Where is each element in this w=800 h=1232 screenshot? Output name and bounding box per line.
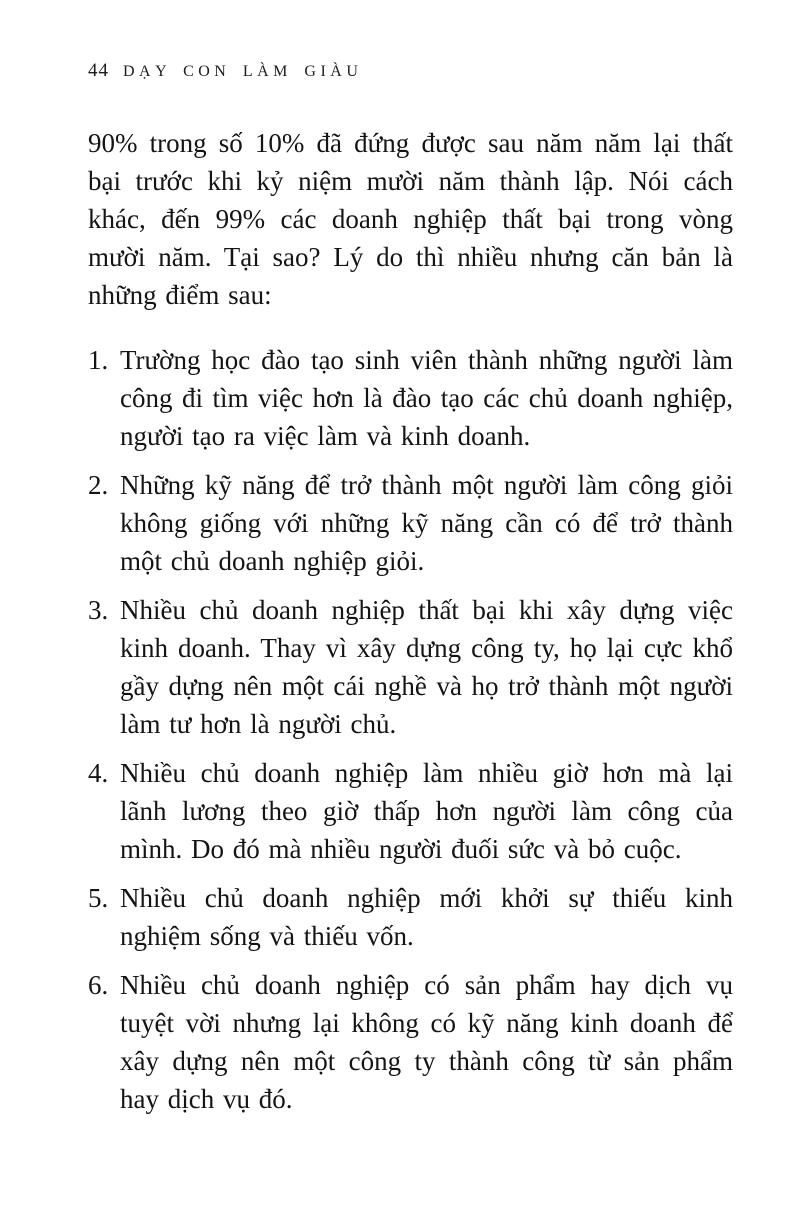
list-item — [88, 341, 733, 455]
list-item-number: 5. — [88, 883, 109, 913]
list-item-text: Những kỹ năng để trở thành một người làm công giỏi không giống với những kỹ năng cần có để trở thành một chủ doanh nghiệp giỏi. — [120, 470, 733, 576]
list-item-number: 4. — [88, 758, 109, 788]
list-item-text: Nhiều chủ doanh nghiệp có sản phẩm hay dịch vụ tuyệt vời nhưng lại không có kỹ năng kinh doanh để xây dựng nên một công ty thành công từ sản phẩm hay dịch vụ đó. — [120, 970, 733, 1114]
intro-paragraph: 90% trong số 10% đã đứng được sau năm năm lại thất bại trước khi kỷ niệm mười năm thành lập. Nói cách khác, đến 99% các doanh nghiệp thất bại trong vòng mười năm. Tại sao? Lý do thì nhiều nhưng căn bản là những điểm sau: — [88, 128, 733, 310]
list-item — [88, 966, 733, 1118]
list-item-text: Nhiều chủ doanh nghiệp thất bại khi xây dựng việc kinh doanh. Thay vì xây dựng công ty, họ lại cực khổ gầy dựng nên một cái nghề và họ trở thành một người làm tư hơn là người chủ. — [120, 595, 733, 739]
list-item — [88, 591, 733, 743]
numbered-list — [88, 341, 733, 1118]
list-item-number: 2. — [88, 470, 109, 500]
list-item-number: 3. — [88, 595, 109, 625]
list-item — [88, 879, 733, 955]
list-item-number: 6. — [88, 970, 109, 1000]
page-content — [88, 124, 733, 1129]
running-head — [88, 60, 362, 82]
list-item-text: Nhiều chủ doanh nghiệp mới khởi sự thiếu kinh nghiệm sống và thiếu vốn. — [120, 883, 733, 951]
list-item — [88, 754, 733, 868]
running-title: DẠY CON LÀM GIÀU — [123, 63, 363, 80]
list-item-text: Trường học đào tạo sinh viên thành những người làm công đi tìm việc hơn là đào tạo các chủ doanh nghiệp, người tạo ra việc làm và kinh doanh. — [120, 345, 733, 451]
list-item — [88, 466, 733, 580]
list-item-number: 1. — [88, 345, 109, 375]
page-number: 44 — [88, 60, 109, 81]
list-item-text: Nhiều chủ doanh nghiệp làm nhiều giờ hơn mà lại lãnh lương theo giờ thấp hơn người làm công của mình. Do đó mà nhiều người đuối sức và bỏ cuộc. — [120, 758, 733, 864]
